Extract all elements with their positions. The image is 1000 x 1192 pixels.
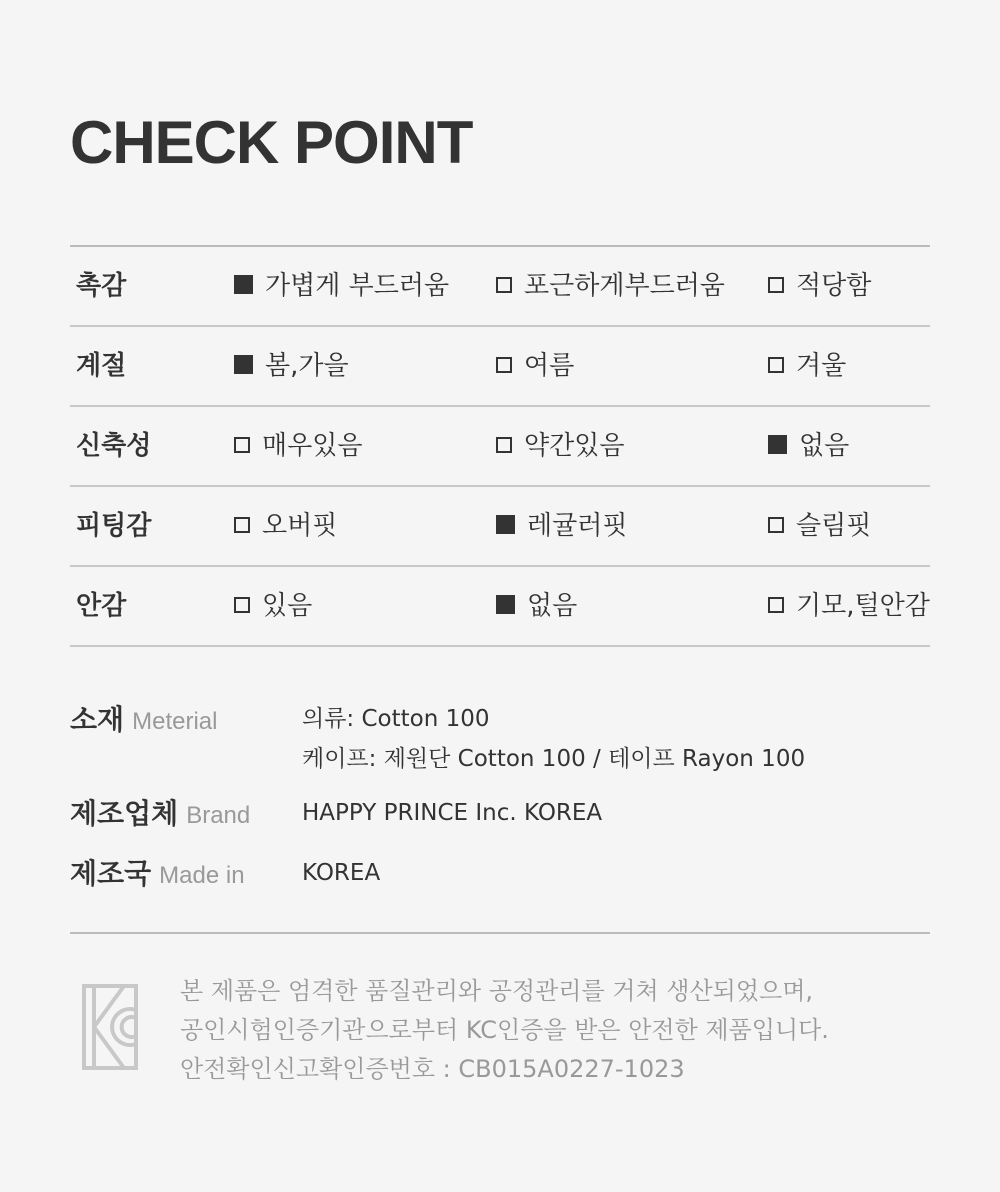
check-option xyxy=(768,407,849,485)
option-label: 여름 xyxy=(524,351,575,381)
made-in-label-en: Made in xyxy=(159,862,245,889)
brand-label-ko: 제조업체 xyxy=(70,797,179,830)
option-label: 적당함 xyxy=(796,271,872,301)
kc-notice-line: 공인시험인증기관으로부터 KC인증을 받은 안전한 제품입니다. xyxy=(180,1016,829,1044)
check-option xyxy=(768,327,846,405)
check-row xyxy=(70,247,930,327)
check-option xyxy=(496,407,624,485)
option-label: 오버핏 xyxy=(262,511,338,541)
check-option xyxy=(768,487,871,565)
option-label: 겨울 xyxy=(796,351,847,381)
kc-notice-line: 본 제품은 엄격한 품질관리와 공정관리를 거쳐 생산되었으며, xyxy=(180,977,814,1005)
check-option xyxy=(496,247,725,325)
option-label: 포근하게부드러움 xyxy=(524,271,725,301)
option-label: 봄,가을 xyxy=(265,351,349,381)
check-row xyxy=(70,327,930,407)
kc-mark-icon xyxy=(80,982,140,1072)
check-option xyxy=(234,567,312,645)
check-option xyxy=(234,247,449,325)
check-row xyxy=(70,487,930,567)
row-label: 안감 xyxy=(76,591,127,621)
section-divider xyxy=(70,932,930,934)
check-option xyxy=(234,327,349,405)
checkbox-icon xyxy=(768,357,784,373)
option-label: 슬림핏 xyxy=(796,511,872,541)
check-option xyxy=(234,487,337,565)
checkbox-icon xyxy=(768,517,784,533)
check-point-table xyxy=(70,245,930,647)
material-label-en: Meterial xyxy=(132,708,218,735)
kc-notice xyxy=(180,972,829,1089)
checkbox-checked-icon xyxy=(496,595,515,614)
option-label: 레귤러핏 xyxy=(527,511,628,541)
kc-notice-line: 안전확인신고확인증번호 : CB015A0227-1023 xyxy=(180,1055,685,1083)
checkbox-checked-icon xyxy=(496,515,515,534)
option-label: 기모,털안감 xyxy=(796,591,930,621)
brand-label xyxy=(70,792,250,832)
checkbox-icon xyxy=(234,597,250,613)
check-option xyxy=(234,407,362,485)
made-in-label-ko: 제조국 xyxy=(70,857,152,890)
row-label: 신축성 xyxy=(76,431,152,461)
check-option xyxy=(768,247,871,325)
option-label: 없음 xyxy=(527,591,578,621)
page-title: CHECK POINT xyxy=(70,109,473,176)
option-label: 없음 xyxy=(799,431,850,461)
option-label: 매우있음 xyxy=(262,431,363,461)
checkbox-checked-icon xyxy=(234,355,253,374)
checkbox-icon xyxy=(496,277,512,293)
checkbox-icon xyxy=(768,277,784,293)
checkbox-icon xyxy=(496,437,512,453)
row-label: 피팅감 xyxy=(76,511,152,541)
checkbox-checked-icon xyxy=(234,275,253,294)
row-label: 계절 xyxy=(76,351,127,381)
material-label-ko: 소재 xyxy=(70,703,125,736)
check-option xyxy=(496,487,627,565)
check-row xyxy=(70,407,930,487)
checkbox-icon xyxy=(234,437,250,453)
option-label: 약간있음 xyxy=(524,431,625,461)
brand-value: HAPPY PRINCE Inc. KOREA xyxy=(302,800,603,826)
checkbox-icon xyxy=(496,357,512,373)
made-in-value: KOREA xyxy=(302,860,381,886)
check-option xyxy=(496,327,574,405)
brand-label-en: Brand xyxy=(186,802,251,829)
row-label: 촉감 xyxy=(76,271,127,301)
option-label: 있음 xyxy=(262,591,313,621)
check-row xyxy=(70,567,930,647)
checkbox-icon xyxy=(234,517,250,533)
checkbox-checked-icon xyxy=(768,435,787,454)
checkbox-icon xyxy=(768,597,784,613)
material-value-1: 의류: Cotton 100 xyxy=(302,706,490,732)
made-in-label xyxy=(70,852,245,892)
check-option xyxy=(768,567,930,645)
material-label xyxy=(70,698,217,738)
material-value-2: 케이프: 제원단 Cotton 100 / 테이프 Rayon 100 xyxy=(302,746,806,772)
option-label: 가볍게 부드러움 xyxy=(265,271,450,301)
check-option xyxy=(496,567,577,645)
